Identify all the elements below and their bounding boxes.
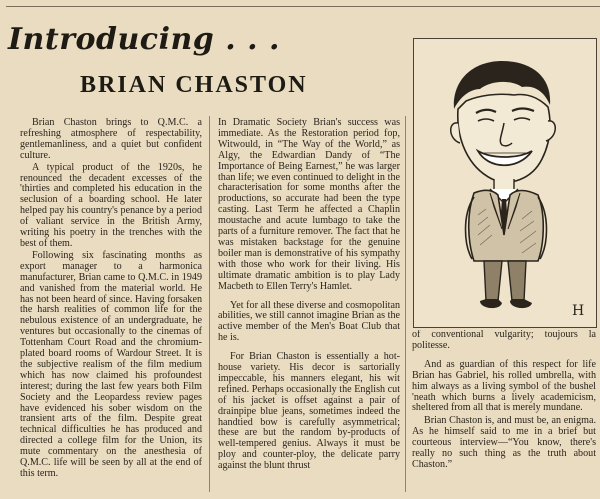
paragraph: Brian Chaston brings to Q.M.C. a refreshing atmosphere of respectability, gentlemanliness, and a quiet but confident culture. — [20, 118, 202, 161]
paragraph: Brian Chaston is, and must be, an enigma. As he himself said to me in a brief but courteous interview—“You know, there's really no such thing as the truth about Chaston.” — [412, 415, 596, 470]
caricature-drawing — [414, 39, 596, 327]
paragraph: of conventional vulgarity; toujours la politesse. — [412, 330, 596, 351]
headline-introducing: Introducing . . . — [8, 22, 280, 57]
paragraph: Yet for all these diverse and cosmopolitan abilities, we still cannot imagine Brian as the active member of the Men's Boat Club that he is. — [218, 299, 400, 344]
paragraph: Following six fascinating months as export manager to a harmonica manufacturer, Brian came to Q.M.C. in 1949 and vanished from the material world. He has not been heard of since. Having forsaken the harsh realities of common life for the nebulous existence of an undergraduate, he ventures but occasionally to the cinemas of Tottenham Court Road and the chromium-plated board rooms of Wardour Street. It is the subjective realism of the film medium which has now claimed his profoundest interest; during the last few years both Film Society and the Leopardess review pages have evidenced his sober wisdom on the transient arts of the film. Despite great technical difficulties he has produced and directed a college film for the Union, its mute commentary on the anesthesia of Q.M.C. life will be seen by all at the end of this term. — [20, 249, 202, 479]
paragraph: A typical product of the 1920s, he renounced the decadent excesses of the 'thirties and completed his education in the seclusion of a boarding school. He later helped pay his country's penance by a period of valiant service in the British Army, writing his poetry in the trenches with the best of them. — [20, 161, 202, 249]
subject-name: BRIAN CHASTON — [80, 72, 308, 98]
caricature-illustration — [413, 38, 597, 328]
column-divider — [209, 116, 210, 492]
paragraph: And as guardian of this respect for life Brian has Gabriel, his rolled umbrella, with him always as a living symbol of the bushel 'neath which burns a lively academicism, sheltered from all that is merely mundane. — [412, 358, 596, 414]
column-divider — [405, 116, 406, 492]
top-rule — [6, 6, 600, 7]
paragraph: In Dramatic Society Brian's success was immediate. As the Restoration period fop, Witwould, in “The Way of the World,” as Algy, the Edwardian Dandy of “The Importance of Being Earnest,” he was larger than life; we even continued to delight in the characterisation for some months after the productions, so accurate had been the type casting. Last Term he affected a Chaplin moustache and acute lumbago to take the parts of a furniture remover. The fact that he was mistaken backstage for the genuine boiler man is demonstrative of his sympathy with those who work for their living. His ultimate dramatic ambition is to play Lady Macbeth to Ellen Terry's Hamlet. — [218, 118, 400, 292]
article-column-1 — [20, 118, 202, 490]
article-column-3 — [412, 330, 596, 490]
paragraph: For Brian Chaston is essentially a hot-house variety. His decor is sartorially impeccable, his manners elegant, his wit refined. Perhaps occasionally the English cut of his jacket is offset against a pair of drainpipe blue jeans, sometimes indeed the handtied bow is carefully asymmetrical; these are but the random by-products of well-tempered genius. Always it must be ploy and counter-ploy, the delicate parry against the blunt thrust — [218, 351, 400, 472]
illustrator-signature: H — [572, 303, 585, 319]
article-column-2 — [218, 118, 400, 490]
